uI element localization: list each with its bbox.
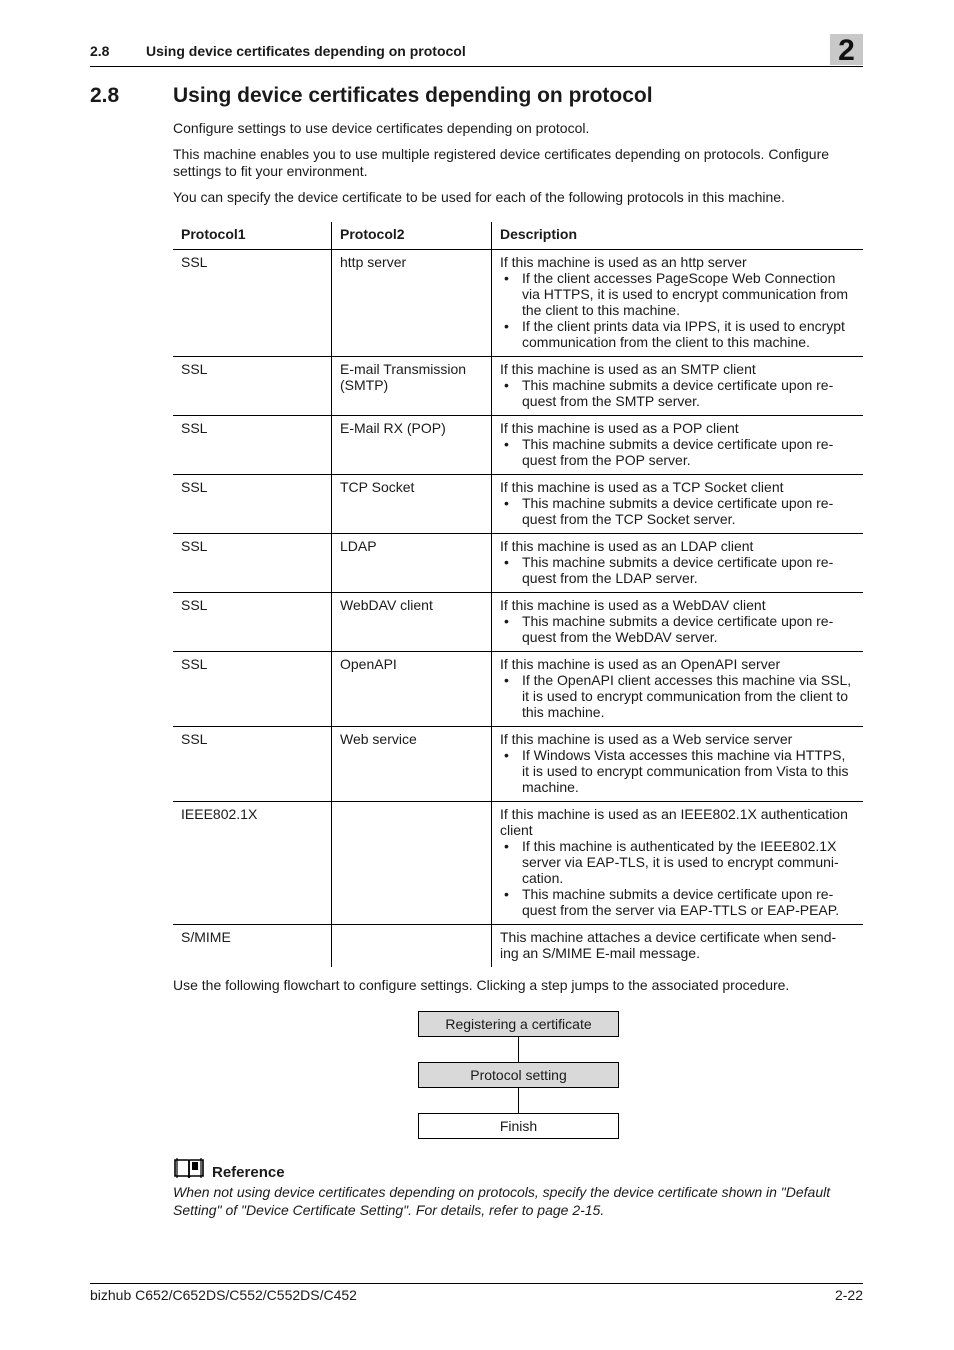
table-row [173, 727, 863, 802]
flowchart-intro: Use the following flowchart to configure settings. Clicking a step jumps to the associated procedure. [173, 977, 790, 993]
description-lead: If this machine is used as an SMTP client [500, 361, 756, 377]
cell-protocol2: E-mail Transmission (SMTP) [332, 357, 492, 416]
cell-protocol1: SSL [173, 593, 332, 652]
cell-protocol2: WebDAV client [332, 593, 492, 652]
description-bullets [500, 495, 855, 527]
description-bullet: • If Windows Vista accesses this machine via HTTPS, it is used to encrypt communication from Vista to this machine. [500, 747, 855, 795]
description-bullet: • This machine submits a device certificate upon re- quest from the server via EAP-TTLS or EAP-PEAP. [500, 886, 855, 918]
description-bullets [500, 436, 855, 468]
cell-description [492, 250, 864, 357]
description-bullet: • This machine submits a device certificate upon re- quest from the LDAP server. [500, 554, 855, 586]
cell-protocol2: OpenAPI [332, 652, 492, 727]
description-lead: If this machine is used as an IEEE802.1X authentication client [500, 806, 848, 838]
flow-step-finish: Finish [418, 1113, 619, 1139]
cell-protocol2 [332, 802, 492, 925]
column-header-protocol2: Protocol2 [332, 222, 492, 250]
reference-book-icon [173, 1156, 205, 1180]
flow-connector [518, 1037, 519, 1062]
reference-text: When not using device certificates depending on protocols, specify the device certificate shown in "Default Setting" of "Device Certificate Setting". For details, refer to page 2-15. [173, 1184, 831, 1218]
description-bullets [500, 377, 855, 409]
cell-protocol2: TCP Socket [332, 475, 492, 534]
chapter-tab [830, 34, 863, 65]
description-bullet: • If this machine is authenticated by the IEEE802.1X server via EAP-TLS, it is used to encrypt communi- cation. [500, 838, 855, 886]
header-section-title: Using device certificates depending on protocol [146, 43, 466, 59]
cell-description [492, 357, 864, 416]
description-lead: If this machine is used as an LDAP client [500, 538, 754, 554]
chapter-number: 2 [838, 34, 855, 67]
cell-description [492, 475, 864, 534]
cell-protocol1: SSL [173, 250, 332, 357]
description-lead: If this machine is used as a WebDAV client [500, 597, 766, 613]
table-row [173, 475, 863, 534]
footer-page-number: 2-22 [834, 1287, 863, 1303]
column-header-description: Description [492, 222, 864, 250]
cell-description [492, 652, 864, 727]
cell-protocol2: E-Mail RX (POP) [332, 416, 492, 475]
table-row [173, 250, 863, 357]
cell-protocol1: SSL [173, 475, 332, 534]
description-lead: If this machine is used as an OpenAPI server [500, 656, 781, 672]
intro-paragraph-3: You can specify the device certificate to be used for each of the following protocols in this machine. [173, 189, 785, 205]
table-header-row [173, 222, 863, 250]
reference-title: Reference [212, 1164, 285, 1181]
description-bullets [500, 613, 855, 645]
table-row [173, 416, 863, 475]
table-row [173, 593, 863, 652]
description-bullets [500, 270, 855, 350]
protocol-certificate-table [173, 222, 863, 967]
flow-connector [518, 1088, 519, 1113]
description-lead: If this machine is used as a TCP Socket client [500, 479, 784, 495]
column-header-protocol1: Protocol1 [173, 222, 332, 250]
cell-protocol1: SSL [173, 357, 332, 416]
cell-protocol2: http server [332, 250, 492, 357]
cell-description [492, 416, 864, 475]
footer-rule [90, 1283, 863, 1284]
description-lead: If this machine is used as a Web service server [500, 731, 793, 747]
table-row [173, 652, 863, 727]
cell-protocol1: IEEE802.1X [173, 802, 332, 925]
description-bullet: • This machine submits a device certificate upon re- quest from the WebDAV server. [500, 613, 855, 645]
cell-protocol1: SSL [173, 416, 332, 475]
description-lead: If this machine is used as a POP client [500, 420, 739, 436]
description-bullets [500, 747, 855, 795]
table-row [173, 357, 863, 416]
table-row [173, 925, 863, 968]
description-bullet: • This machine submits a device certificate upon re- quest from the TCP Socket server. [500, 495, 855, 527]
cell-protocol1: SSL [173, 534, 332, 593]
header-section-number: 2.8 [90, 43, 110, 59]
footer-model: bizhub C652/C652DS/C552/C552DS/C452 [90, 1287, 357, 1303]
cell-description [492, 925, 864, 968]
cell-description [492, 802, 864, 925]
running-header [90, 42, 863, 67]
description-lead: If this machine is used as an http server [500, 254, 747, 270]
section-title: Using device certificates depending on protocol [173, 84, 653, 107]
description-bullets [500, 554, 855, 586]
flow-step-register-certificate[interactable]: Registering a certificate [418, 1011, 619, 1037]
description-bullets [500, 838, 855, 918]
description-lead: This machine attaches a device certificate when send- ing an S/MIME E-mail message. [500, 929, 837, 961]
table-row [173, 534, 863, 593]
section-number: 2.8 [90, 84, 120, 107]
description-bullet: • This machine submits a device certificate upon re- quest from the SMTP server. [500, 377, 855, 409]
cell-description [492, 593, 864, 652]
description-bullet: • This machine submits a device certificate upon re- quest from the POP server. [500, 436, 855, 468]
cell-protocol2: Web service [332, 727, 492, 802]
description-bullet: • If the client prints data via IPPS, it is used to encrypt communication from the client to this machine. [500, 318, 855, 350]
cell-protocol1: SSL [173, 727, 332, 802]
intro-paragraph-2: This machine enables you to use multiple registered device certificates depending on protocols. Configure settings to fit your environment. [173, 146, 830, 179]
cell-description [492, 727, 864, 802]
cell-protocol1: SSL [173, 652, 332, 727]
cell-description [492, 534, 864, 593]
flow-step-protocol-setting[interactable]: Protocol setting [418, 1062, 619, 1088]
description-bullet: • If the OpenAPI client accesses this machine via SSL, it is used to encrypt communication from the client to this machine. [500, 672, 855, 720]
description-bullet: • If the client accesses PageScope Web Connection via HTTPS, it is used to encrypt communication from the client to this machine. [500, 270, 855, 318]
intro-paragraph-1: Configure settings to use device certificates depending on protocol. [173, 120, 590, 136]
table-row [173, 802, 863, 925]
cell-protocol2 [332, 925, 492, 968]
cell-protocol2: LDAP [332, 534, 492, 593]
description-bullets [500, 672, 855, 720]
cell-protocol1: S/MIME [181, 929, 231, 945]
